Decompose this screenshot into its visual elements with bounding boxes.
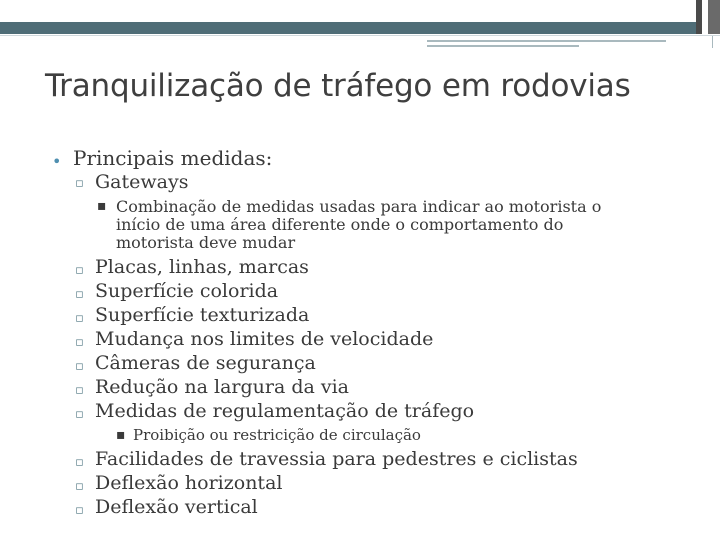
- bullet-square: ▫: [75, 335, 84, 350]
- bullet-square: ▫: [75, 263, 84, 278]
- decor-line-1: [427, 40, 666, 42]
- sub-bullet-icon: ▪: [116, 427, 126, 443]
- decor-vline: [712, 36, 713, 48]
- bullet-square: ▫: [75, 176, 84, 191]
- bullet-square: ▫: [75, 455, 84, 470]
- header-accent-bar: [0, 22, 700, 34]
- sub-item-line: Proibição ou restricição de circulação: [133, 426, 421, 444]
- bullet-square: ▫: [75, 407, 84, 422]
- list-item: Placas, linhas, marcas: [95, 256, 309, 278]
- list-item: Facilidades de travessia para pedestres e ciclistas: [95, 448, 578, 470]
- list-item: Gateways: [95, 171, 189, 193]
- sub-bullet-icon: ▪: [97, 198, 107, 214]
- bullet-dot: •: [52, 152, 62, 171]
- bullet-square: ▫: [75, 311, 84, 326]
- bullet-square: ▫: [75, 287, 84, 302]
- list-item: Mudança nos limites de velocidade: [95, 328, 434, 350]
- bullet-square: ▫: [75, 479, 84, 494]
- list-item: Câmeras de segurança: [95, 352, 316, 374]
- slide-title: Tranquilização de tráfego em rodovias: [45, 68, 631, 104]
- main-bullet-text: Principais medidas:: [73, 146, 273, 170]
- bullet-square: ▫: [75, 359, 84, 374]
- list-item: Deflexão horizontal: [95, 472, 283, 494]
- list-item: Medidas de regulamentação de tráfego: [95, 400, 475, 422]
- list-item: Superfície colorida: [95, 280, 279, 302]
- sub-item-line: Combinação de medidas usadas para indicar ao motorista o: [116, 197, 602, 216]
- list-item: Deflexão vertical: [95, 496, 258, 518]
- sub-item-line: motorista deve mudar: [116, 233, 296, 252]
- header-end-block-2: [708, 0, 720, 34]
- header-divider: [0, 35, 720, 36]
- list-item: Superfície texturizada: [95, 304, 310, 326]
- decor-line-2: [427, 45, 579, 47]
- bullet-square: ▫: [75, 383, 84, 398]
- sub-item-line: início de uma área diferente onde o comportamento do: [116, 215, 564, 234]
- header-end-block: [696, 0, 702, 34]
- list-item: Redução na largura da via: [95, 376, 350, 398]
- bullet-square: ▫: [75, 503, 84, 518]
